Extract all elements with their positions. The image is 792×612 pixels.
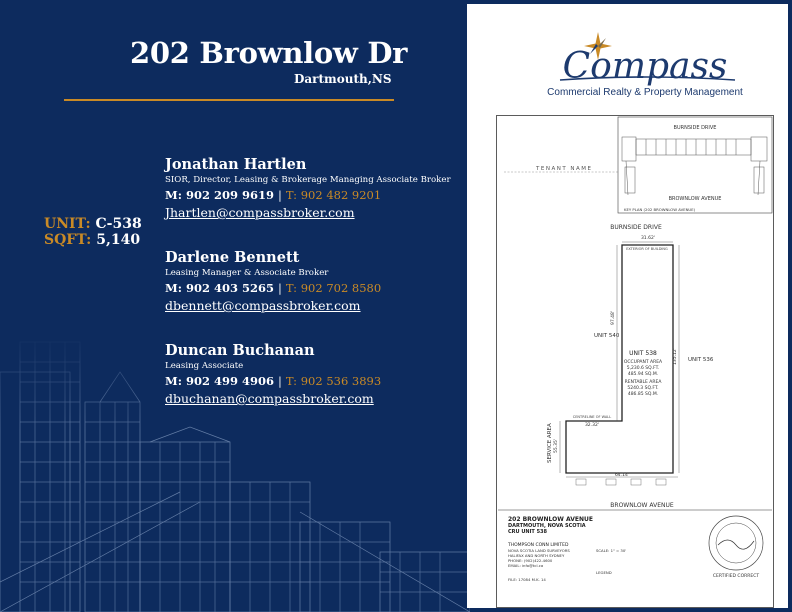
keyplan-street-top: BURNSIDE DRIVE	[673, 125, 717, 131]
dim-top: 31.62'	[640, 236, 656, 241]
keyplan-street-bottom: BROWNLOW AVENUE	[668, 196, 722, 202]
property-city: Dartmouth,NS	[294, 72, 392, 86]
contact-email-link[interactable]: dbuchanan@compassbroker.com	[165, 391, 374, 406]
keyplan-caption: KEY PLAN (202 BROWNLOW AVENUE)	[624, 207, 696, 212]
contact-card	[165, 342, 381, 408]
logo-tagline: Commercial Realty & Property Management	[547, 87, 743, 98]
contact-phones	[165, 279, 381, 297]
contact-telephone[interactable]: T: 902 536 3893	[285, 374, 382, 388]
unit-title: UNIT 538	[629, 350, 657, 357]
title-divider	[64, 99, 394, 101]
contact-role: Leasing Associate	[165, 361, 244, 371]
sqft-value: 5,140	[96, 232, 141, 248]
contact-mobile[interactable]: M: 902 499 4906	[165, 374, 275, 388]
contact-name: Duncan Buchanan	[165, 342, 315, 359]
street-bottom: BROWNLOW AVENUE	[610, 502, 674, 509]
contact-card	[165, 249, 381, 315]
svg-text:CENTRELINE OF WALL: CENTRELINE OF WALL	[572, 415, 612, 419]
title-block-city: DARTMOUTH, NOVA SCOTIA	[508, 523, 586, 529]
floor-plan-drawing	[496, 115, 774, 608]
phone-separator: |	[278, 188, 282, 202]
firm-line-2: HALIFAX AND NORTH SYDNEY	[508, 553, 565, 558]
rentable-area-sqft: 5240.3 SQ.FT.	[627, 386, 659, 391]
unit-right-label: UNIT 536	[688, 357, 714, 363]
file-number: FILE: 17084 M.K. 14	[508, 577, 546, 582]
contact-phones	[165, 186, 451, 204]
property-title: 202 Brownlow Dr	[130, 36, 408, 70]
contact-telephone[interactable]: T: 902 482 9201	[285, 188, 382, 202]
scale-note: SCALE: 1" = 30'	[596, 548, 627, 553]
unit-label: UNIT:	[44, 216, 91, 232]
tenant-name: TENANT NAME	[536, 166, 593, 172]
occupant-area-sqm: 485.94 SQ.M.	[627, 372, 659, 377]
svg-text:EXTERIOR OF BUILDING: EXTERIOR OF BUILDING	[626, 247, 668, 251]
dim-service: 55.35'	[554, 438, 559, 453]
occupant-area-sqft: 5,230.6 SQ.FT.	[626, 366, 660, 371]
title-block-unit: CRU UNIT 538	[508, 529, 548, 535]
compass-logo	[540, 30, 750, 102]
legend-label: LEGEND	[596, 570, 612, 575]
service-area-label: SERVICE AREA	[547, 423, 553, 463]
street-top: BURNSIDE DRIVE	[610, 224, 662, 231]
logo-wordmark: Compass	[562, 46, 728, 87]
firm-line-1: NOVA SCOTIA LAND SURVEYORS	[508, 548, 570, 553]
contact-name: Darlene Bennett	[165, 249, 300, 266]
dim-mid: 32.32'	[584, 423, 600, 428]
occupant-area-label: OCCUPANT AREA	[623, 360, 663, 365]
contact-mobile[interactable]: M: 902 209 9619	[165, 188, 275, 202]
contact-email-link[interactable]: Jhartlen@compassbroker.com	[165, 205, 355, 220]
dim-left: 97.48'	[611, 310, 616, 325]
firm-email: EMAIL: info@tcl.ca	[508, 563, 544, 568]
contact-email-link[interactable]: dbennett@compassbroker.com	[165, 298, 361, 313]
dim-bottom: 64.14'	[614, 473, 630, 478]
contact-card	[165, 156, 451, 222]
contact-role: SIOR, Director, Leasing & Brokerage Managing Associate Broker	[165, 175, 451, 185]
title-block-address: 202 BROWNLOW AVENUE	[508, 516, 593, 523]
firm-phone: PHONE: (902)422-4600	[508, 558, 553, 563]
contact-telephone[interactable]: T: 902 702 8580	[285, 281, 382, 295]
contact-name: Jonathan Hartlen	[165, 156, 307, 173]
contact-mobile[interactable]: M: 902 403 5265	[165, 281, 275, 295]
unit-left-label: UNIT 540	[594, 333, 620, 339]
firm-name: THOMPSON CONN LIMITED	[508, 543, 569, 548]
rentable-area-sqm: 486.85 SQ.M.	[627, 392, 659, 397]
sqft-label: SQFT:	[44, 232, 92, 248]
contact-phones	[165, 372, 381, 390]
dim-right: 135.12'	[673, 348, 678, 365]
phone-separator: |	[278, 281, 282, 295]
certified-correct: CERTIFIED CORRECT	[712, 574, 760, 579]
rentable-area-label: RENTABLE AREA	[624, 380, 662, 385]
phone-separator: |	[278, 374, 282, 388]
unit-summary	[44, 216, 142, 248]
unit-value: C-538	[95, 216, 142, 232]
contact-role: Leasing Manager & Associate Broker	[165, 268, 329, 278]
